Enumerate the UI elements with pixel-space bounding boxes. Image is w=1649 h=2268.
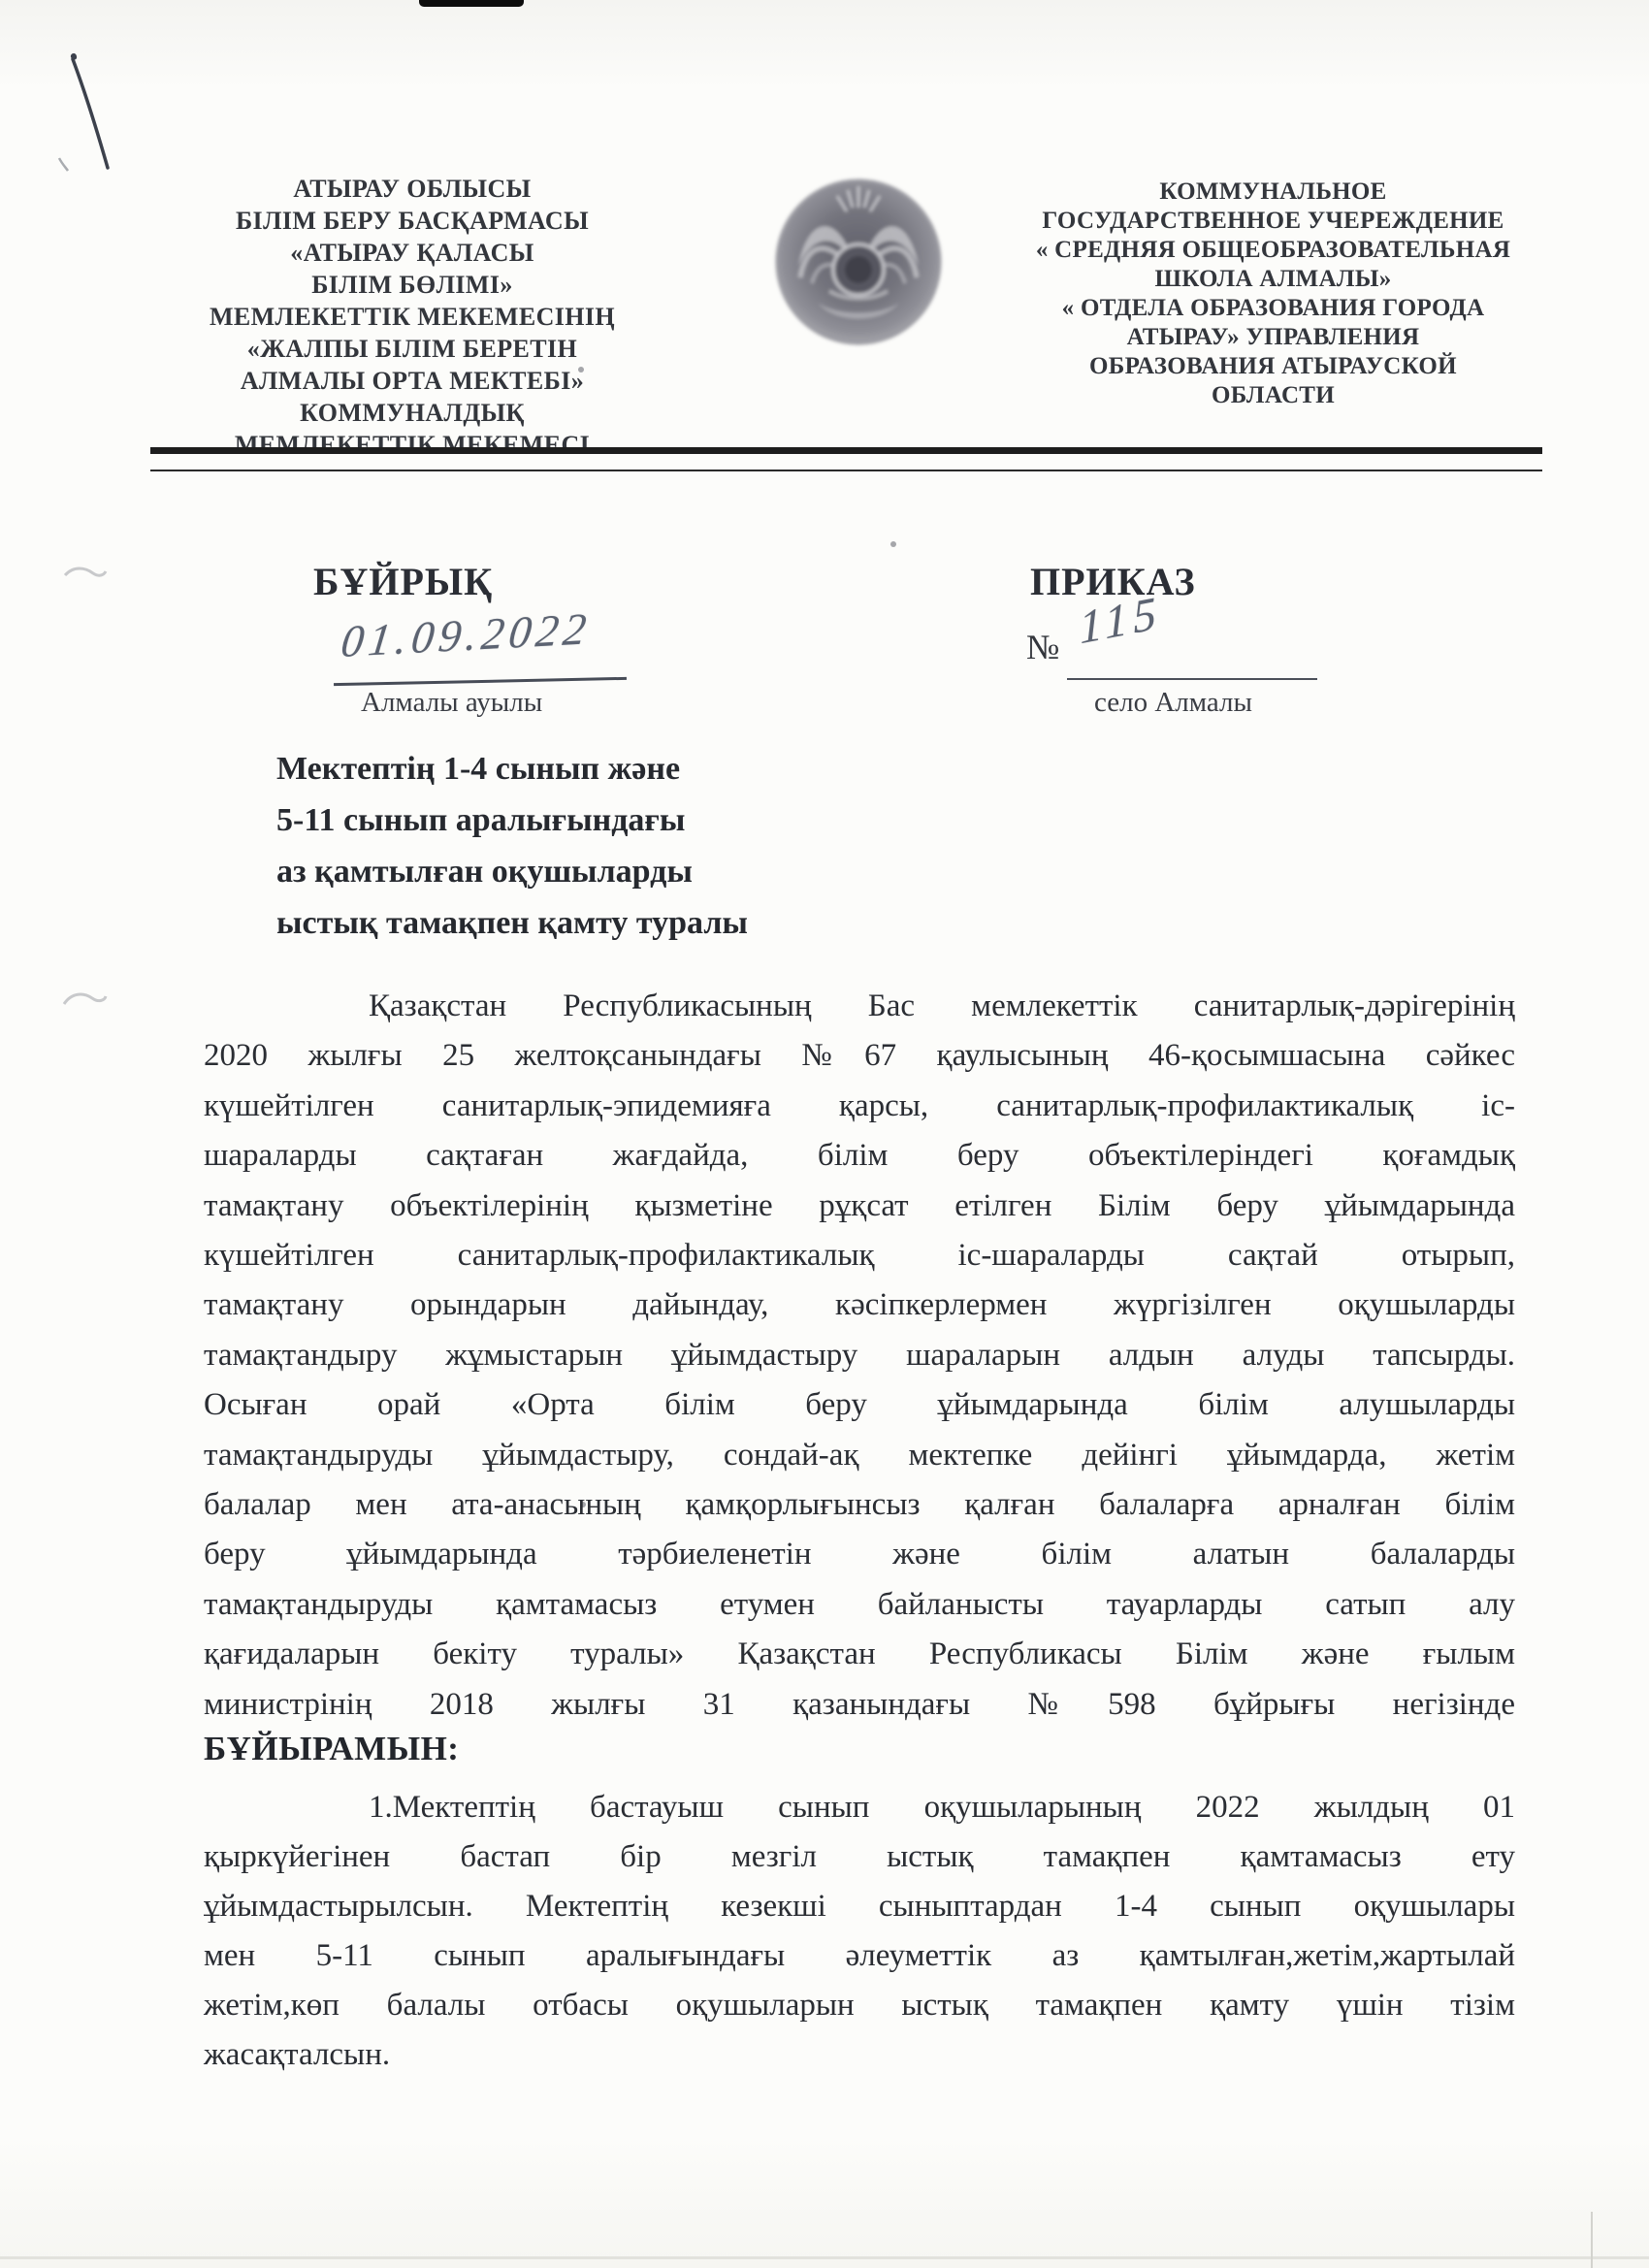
letterhead-line: ОБРАЗОВАНИЯ АТЫРАУСКОЙ: [1089, 353, 1457, 379]
subject-line: 5-11 сынып аралығындағы: [276, 802, 686, 838]
resolve-label: БҰЙЫРАМЫН:: [204, 1730, 460, 1767]
scan-edge-artifact: [1591, 2212, 1593, 2268]
order-preamble: [204, 982, 1515, 1730]
body-line: беру ұйымдарында тәрбиеленетін және білім алатын балаларды: [204, 1537, 1515, 1572]
letterhead-line: «ЖАЛПЫ БІЛІМ БЕРЕТІН: [246, 335, 578, 363]
letterhead-divider: [150, 447, 1542, 471]
body-line: жасақталсын.: [204, 2037, 391, 2072]
number-underline: [1067, 678, 1317, 680]
body-line: тамақтандыру жұмыстарын ұйымдастыру шараларын алдын алуды тапсырды.: [204, 1337, 1515, 1373]
letterhead-line: МЕМЛЕКЕТТІК МЕКЕМЕСІНІҢ: [209, 303, 616, 331]
body-line: 2020 жылғы 25 желтоқсанындағы №67 қаулысының 46-қосымшасына сәйкес: [204, 1038, 1515, 1074]
body-line: министрінің 2018 жылғы 31 қазанындағы №598 бұйрығы негізінде: [204, 1686, 1515, 1722]
body-line: мен 5-11 сынып аралығындағы әлеуметтік аз қамтылған,жетім,жартылай: [204, 1938, 1515, 1973]
order-title-kazakh: БҰЙРЫҚ: [313, 560, 494, 603]
order-subject: [276, 743, 1033, 949]
letterhead-line: БІЛІМ БЕРУ БАСҚАРМАСЫ: [235, 207, 590, 235]
place-kazakh: Алмалы ауылы: [361, 687, 543, 718]
subject-line: ыстық тамақпен қамту туралы: [276, 905, 748, 941]
letterhead-line: АТЫРАУ» УПРАВЛЕНИЯ: [1126, 324, 1420, 350]
number-sign: №: [1026, 628, 1060, 666]
letterhead-line: АЛМАЛЫ ОРТА МЕКТЕБІ»: [240, 367, 585, 395]
body-line: ұйымдастырылсын. Мектептің кезекші сыныптардан 1-4 сынып оқушылары: [204, 1889, 1515, 1924]
handwritten-order-number: 115: [1078, 586, 1164, 655]
body-line: жетім,көп балалы отбасы оқушыларын ыстық тамақпен қамту үшін тізім: [204, 1988, 1515, 2023]
scan-edge-artifact: [0, 2256, 1649, 2259]
body-line: тамақтандыруды ұйымдастыру, сондай-ақ мектепке дейінгі ұйымдарда, жетім: [204, 1437, 1515, 1473]
letterhead-line: « СРЕДНЯЯ ОБЩЕОБРАЗОВАТЕЛЬНАЯ: [1035, 237, 1511, 263]
letterhead-line: МЕМЛЕКЕТТІК МЕКЕМЕСІ: [234, 431, 591, 459]
scan-smudge-artifact: [60, 558, 109, 587]
letterhead-line: ШКОЛА АЛМАЛЫ»: [1154, 266, 1392, 292]
order-item-1: [204, 1783, 1515, 2080]
body-line: балалар мен ата-анасының қамқорлығынсыз қалған балаларға арналған білім: [204, 1487, 1515, 1523]
subject-line: аз қамтылған оқушыларды: [276, 854, 693, 890]
pen-mark-artifact: [53, 44, 141, 189]
scan-smudge-artifact: [60, 985, 109, 1014]
scan-edge-artifact: [419, 0, 524, 7]
scan-dot-artifact: [890, 541, 896, 547]
body-line: Қазақстан Республикасының Бас мемлекеттік санитарлық-дәрігерінің: [369, 988, 1515, 1023]
body-line: қыркүйегінен бастап бір мезгіл ыстық тамақпен қамтамасыз ету: [204, 1839, 1515, 1874]
body-line: күшейтілген санитарлық-профилактикалық іс-шараларды сақтай отырып,: [204, 1238, 1515, 1274]
letterhead-line: БІЛІМ БӨЛІМІ»: [311, 271, 513, 299]
body-line: қағидаларын бекіту туралы» Қазақстан Республикасы Білім және ғылым: [204, 1636, 1515, 1672]
letterhead-line: «АТЫРАУ ҚАЛАСЫ: [290, 239, 534, 267]
letterhead-russian: [1009, 178, 1537, 410]
order-title-russian: ПРИКАЗ: [1030, 560, 1196, 603]
body-line: күшейтілген санитарлық-эпидемияға қарсы, санитарлық-профилактикалық іс-: [204, 1087, 1515, 1123]
body-line: тамақтану орындарын дайындау, кәсіпкерлермен жүргізілген оқушыларды: [204, 1287, 1515, 1323]
letterhead-line: ГОСУДАРСТВЕННОЕ УЧЕРЕЖДЕНИЕ: [1042, 208, 1504, 234]
body-line: тамақтану объектілерінің қызметіне рұқсат етілген Білім беру ұйымдарында: [204, 1187, 1515, 1223]
letterhead-kazakh: [160, 173, 664, 461]
letterhead-line: КОММУНАЛЬНОЕ: [1159, 178, 1387, 205]
handwritten-date: 01.09.2022: [339, 603, 594, 666]
body-line: шараларды сақтаған жағдайда, білім беру объектілеріндегі қоғамдық: [204, 1138, 1515, 1174]
letterhead-line: КОММУНАЛДЫҚ: [300, 399, 525, 427]
kazakhstan-state-emblem-icon: [771, 175, 946, 349]
place-russian: село Алмалы: [1094, 687, 1252, 718]
subject-line: Мектептің 1-4 сынып және: [276, 751, 681, 787]
letterhead-line: АТЫРАУ ОБЛЫСЫ: [293, 175, 532, 203]
letterhead-line: « ОТДЕЛА ОБРАЗОВАНИЯ ГОРОДА: [1061, 295, 1485, 321]
date-underline: [334, 677, 627, 686]
body-line: тамақтандыруды қамтамасыз етумен байланысты тауарларды сатып алу: [204, 1586, 1515, 1622]
body-line: Осыған орай «Орта білім беру ұйымдарында білім алушыларды: [204, 1387, 1515, 1423]
letterhead-line: ОБЛАСТИ: [1211, 382, 1336, 408]
body-line: 1.Мектептің бастауыш сынып оқушыларының 2022 жылдың 01: [369, 1790, 1515, 1825]
